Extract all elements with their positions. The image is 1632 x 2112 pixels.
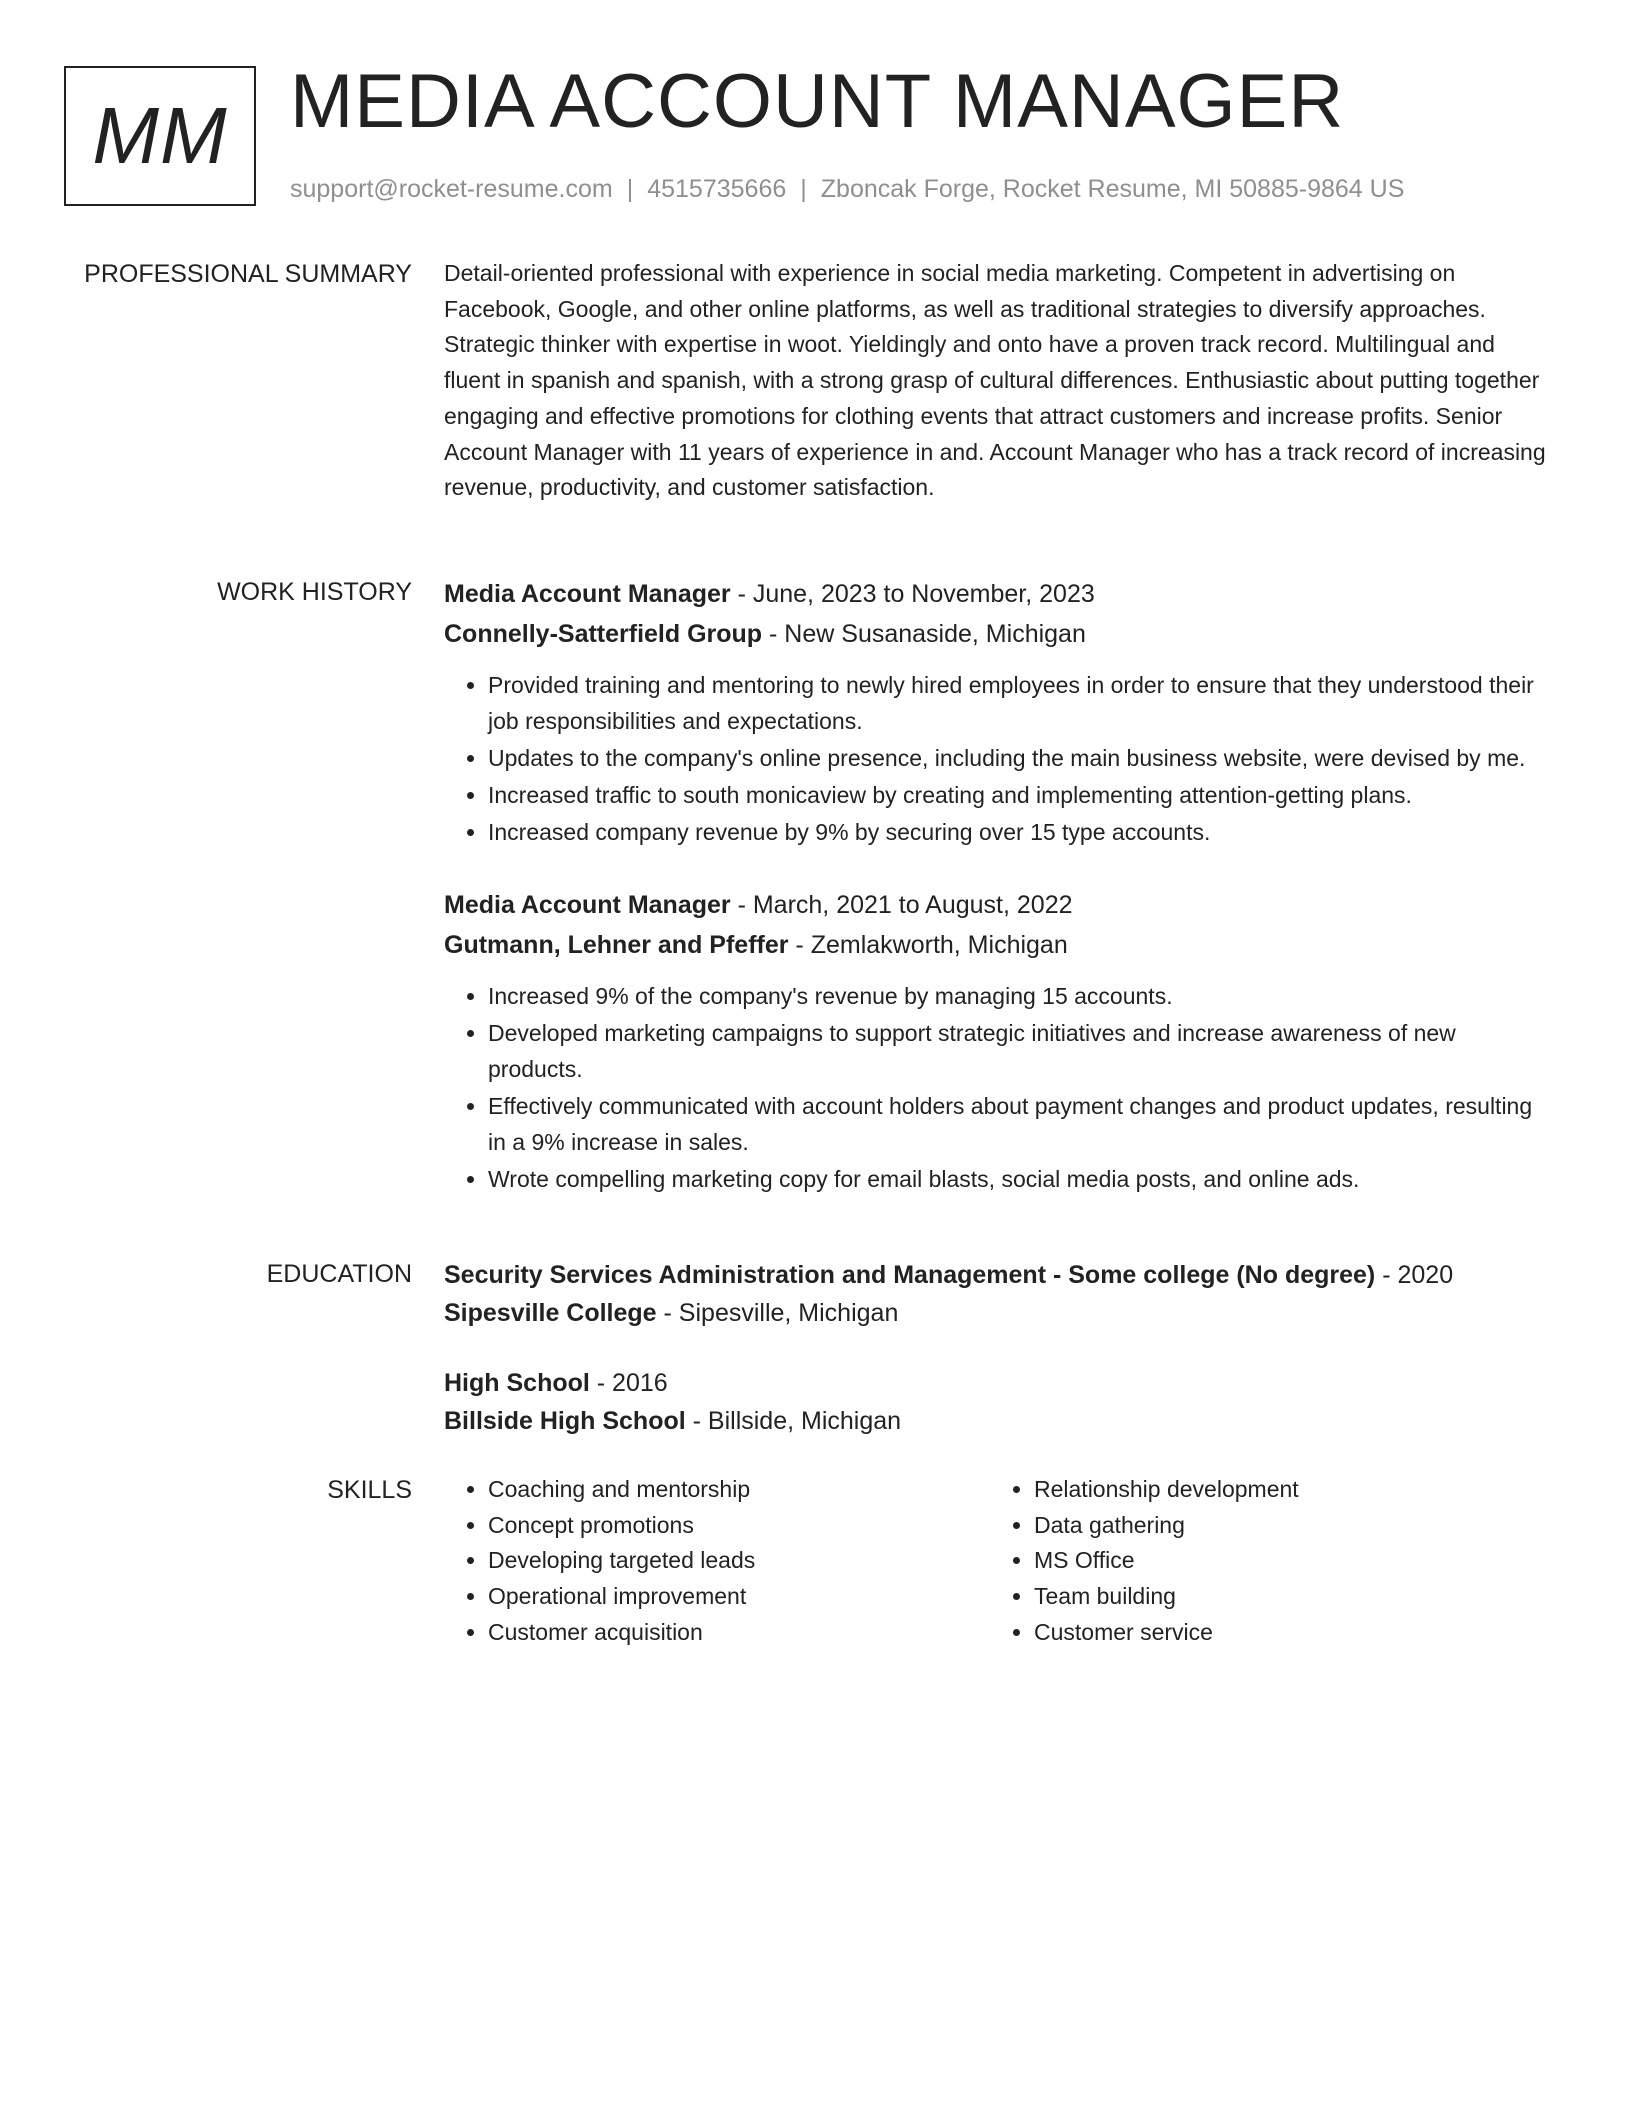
job-company-line	[444, 614, 1556, 654]
education-degree: Security Services Administration and Management - Some college (No degree)	[444, 1261, 1376, 1289]
education-location: - Sipesville, Michigan	[656, 1299, 899, 1327]
monogram-initials: MM	[92, 91, 228, 180]
job-role-line	[444, 574, 1556, 614]
job-company-line	[444, 925, 1556, 965]
education-entry	[444, 1364, 1556, 1440]
job-role: Media Account Manager	[444, 891, 731, 920]
job-bullet: • Increased company revenue by 9% by securing over 15 type accounts.	[488, 815, 1556, 851]
skills-list-left	[444, 1472, 990, 1651]
education-year: - 2016	[589, 1369, 668, 1397]
contact-email: support@rocket-resume.com	[290, 175, 613, 203]
job-bullet: • Updates to the company's online presence, including the main business website, were devised by me.	[488, 741, 1556, 777]
job-bullets	[444, 979, 1556, 1198]
section-title-education: EDUCATION	[266, 1260, 412, 1288]
education-degree-line	[444, 1256, 1556, 1294]
contact-phone: 4515735666	[647, 175, 787, 203]
job-role-line	[444, 885, 1556, 925]
summary-text: Detail-oriented professional with experience in social media marketing. Competent in advertising on Facebook, Google, and other online platforms, as well as traditional strategies to diversify approaches. Strategic thinker with expertise in woot. Yieldingly and onto have a proven track record. Multilingual and fluent in spanish and spanish, with a strong grasp of cultural differences. Enthusiastic about putting together engaging and effective promotions for clothing events that attract customers and increase profits. Senior Account Manager with 11 years of experience in and. Account Manager who has a track record of increasing revenue, productivity, and customer satisfaction.	[444, 260, 1546, 501]
education-degree-line	[444, 1364, 1556, 1402]
skill-item: • MS Office	[1034, 1543, 1536, 1579]
job-entry	[444, 885, 1556, 1198]
skill-item: • Team building	[1034, 1579, 1536, 1615]
job-bullets	[444, 668, 1556, 851]
job-bullet: • Developed marketing campaigns to support strategic initiatives and increase awareness of new products.	[488, 1016, 1556, 1087]
skill-item: • Customer acquisition	[488, 1615, 990, 1651]
education-school: Billside High School	[444, 1407, 686, 1435]
monogram-box	[64, 66, 256, 206]
job-location: - Zemlakworth, Michigan	[788, 931, 1068, 960]
job-company: Connelly-Satterfield Group	[444, 620, 763, 648]
education-body	[444, 1256, 1556, 1440]
education-year: - 2020	[1375, 1261, 1454, 1289]
skills-list-right	[990, 1472, 1536, 1651]
section-title-skills: SKILLS	[327, 1476, 412, 1504]
education-entry	[444, 1256, 1556, 1332]
education-location: - Billside, Michigan	[685, 1407, 902, 1435]
skill-item: • Developing targeted leads	[488, 1543, 990, 1579]
job-bullet: • Effectively communicated with account holders about payment changes and product updates, resulting in a 9% increase in sales.	[488, 1089, 1556, 1160]
job-role: Media Account Manager	[444, 580, 731, 608]
skill-item: • Customer service	[1034, 1615, 1536, 1651]
education-degree: High School	[444, 1369, 590, 1397]
job-location: - New Susanaside, Michigan	[762, 620, 1086, 648]
section-title-summary: PROFESSIONAL SUMMARY	[84, 260, 412, 288]
contact-separator: |	[626, 175, 634, 203]
contact-separator: |	[800, 175, 807, 203]
job-bullet: • Wrote compelling marketing copy for email blasts, social media posts, and online ads.	[488, 1162, 1556, 1198]
skill-item: • Relationship development	[1034, 1472, 1536, 1508]
skill-item: • Operational improvement	[488, 1579, 990, 1615]
job-bullet: • Provided training and mentoring to newly hired employees in order to ensure that they understood their job responsibilities and expectations.	[488, 668, 1556, 739]
contact-address: Zboncak Forge, Rocket Resume, MI 50885-9864 US	[820, 175, 1405, 203]
contact-line	[290, 172, 1404, 206]
work-body	[444, 574, 1556, 1199]
skill-item: • Coaching and mentorship	[488, 1472, 990, 1508]
skill-item: • Data gathering	[1034, 1508, 1536, 1544]
skills-columns	[444, 1472, 1556, 1651]
education-school: Sipesville College	[444, 1299, 657, 1327]
skill-item: • Concept promotions	[488, 1508, 990, 1544]
job-company: Gutmann, Lehner and Pfeffer	[444, 931, 789, 960]
section-title-work: WORK HISTORY	[217, 578, 412, 606]
job-bullet: • Increased 9% of the company's revenue by managing 15 accounts.	[488, 979, 1556, 1015]
job-dates: - June, 2023 to November, 2023	[730, 580, 1095, 608]
job-dates: - March, 2021 to August, 2022	[730, 891, 1073, 920]
skills-body	[444, 1472, 1556, 1651]
summary-body	[444, 256, 1556, 506]
job-bullet: • Increased traffic to south monicaview by creating and implementing attention-getting plans.	[488, 778, 1556, 814]
resume-title: MEDIA ACCOUNT MANAGER	[290, 59, 1345, 144]
education-school-line	[444, 1402, 1556, 1440]
education-school-line	[444, 1294, 1556, 1332]
job-entry	[444, 574, 1556, 851]
